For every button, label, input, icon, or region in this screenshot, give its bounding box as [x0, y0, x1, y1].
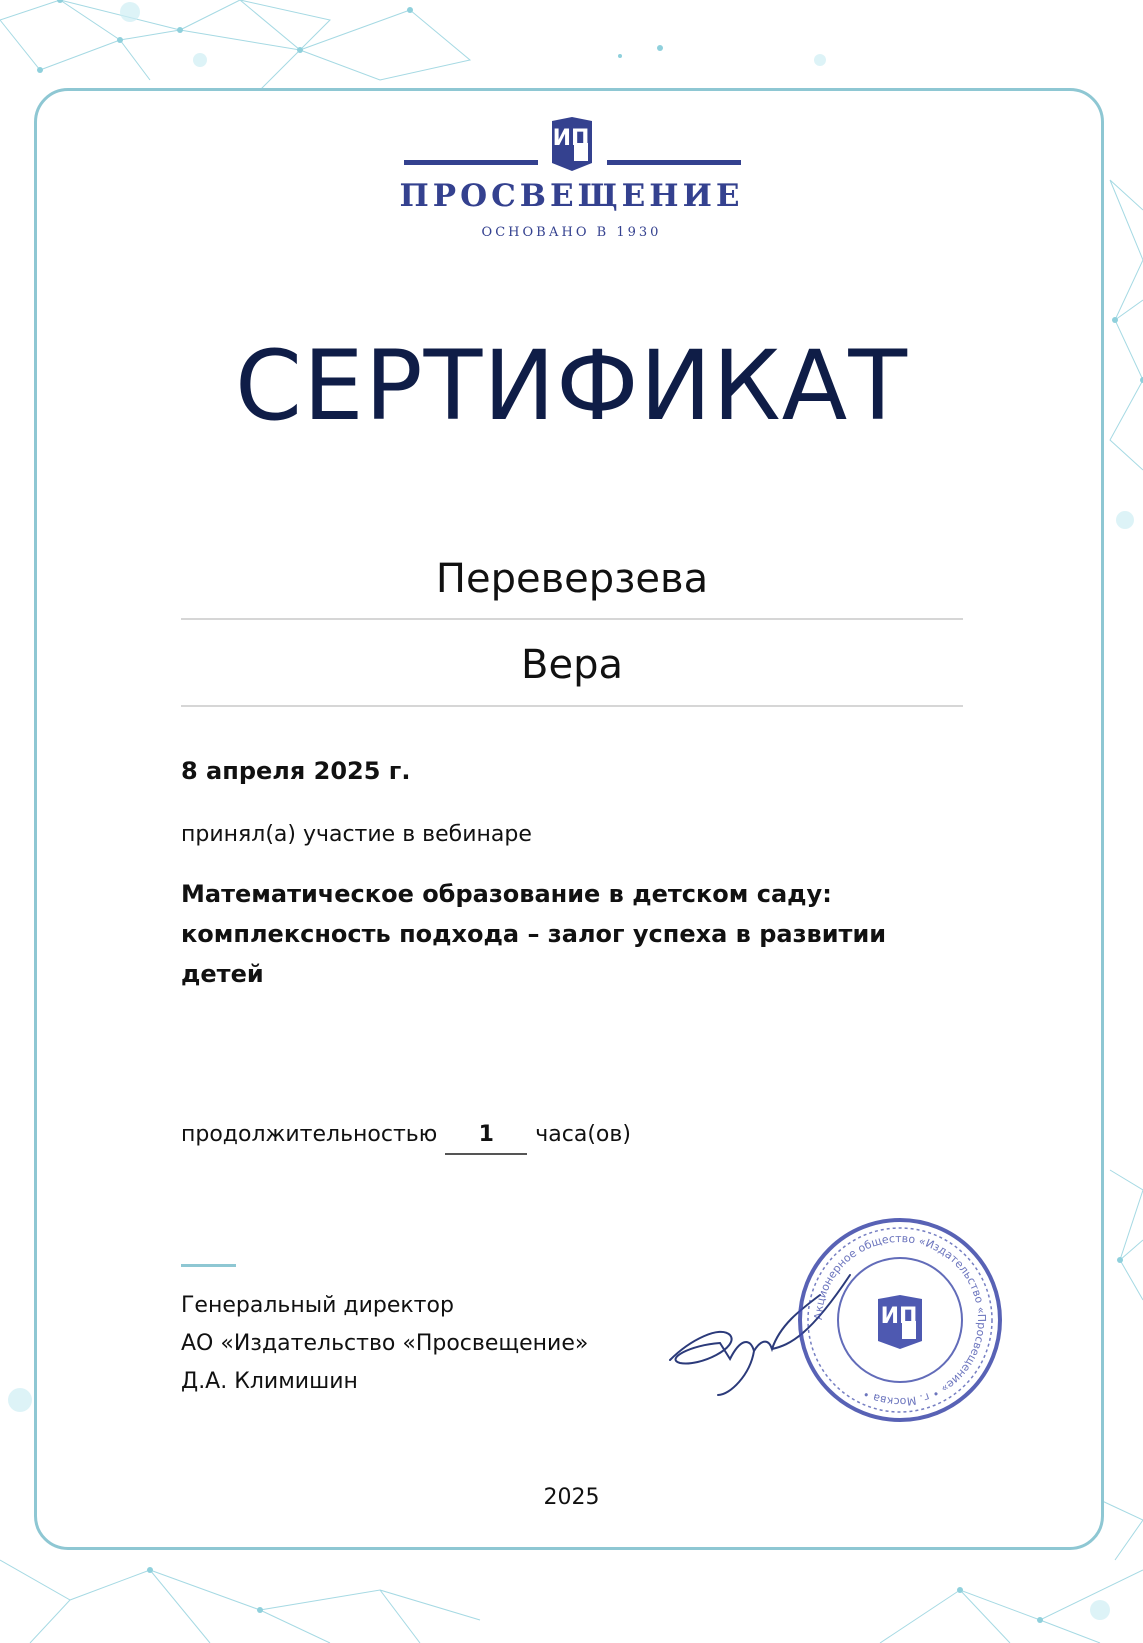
surname-rule [181, 618, 963, 620]
duration-hours: 1 [445, 1122, 527, 1155]
company-stamp [795, 1215, 1005, 1425]
duration-prefix: продолжительностью [181, 1122, 438, 1147]
publisher-name: ПРОСВЕЩЕНИЕ [399, 178, 744, 214]
event-date: 8 апреля 2025 г. [181, 757, 411, 785]
stamp-emblem-icon [878, 1295, 922, 1349]
signatory-position: Генеральный директор [181, 1293, 454, 1318]
stamp-text: Акционерное общество «Издательство «Просвещение» • г. Москва • [811, 1231, 989, 1409]
svg-text:ИП: ИП [880, 1304, 918, 1329]
recipient-surname: Переверзева [435, 556, 709, 602]
certificate-title: СЕРТИФИКАТ [235, 330, 908, 442]
certificate-year: 2025 [543, 1485, 600, 1510]
signatory-accent-rule [181, 1264, 236, 1267]
duration-suffix: часа(ов) [535, 1122, 631, 1147]
emblem-letters: ИП [552, 126, 590, 151]
logo-rule-right [607, 160, 741, 165]
participation-text: принял(а) участие в вебинаре [181, 822, 532, 847]
webinar-title: Математическое образование в детском саду: комплексность подхода – залог успеха в развитии детей [181, 880, 887, 988]
recipient-given-name: Вера [521, 642, 623, 688]
signatory-organization: АО «Издательство «Просвещение» [181, 1331, 589, 1356]
signatory-name: Д.А. Климишин [181, 1369, 358, 1394]
duration-line [181, 1122, 631, 1155]
given-name-rule [181, 705, 963, 707]
emblem-icon [550, 117, 594, 171]
logo-rule-left [404, 160, 538, 165]
publisher-founded: ОСНОВАНО В 1930 [481, 225, 662, 240]
signatory-block [181, 1287, 588, 1401]
